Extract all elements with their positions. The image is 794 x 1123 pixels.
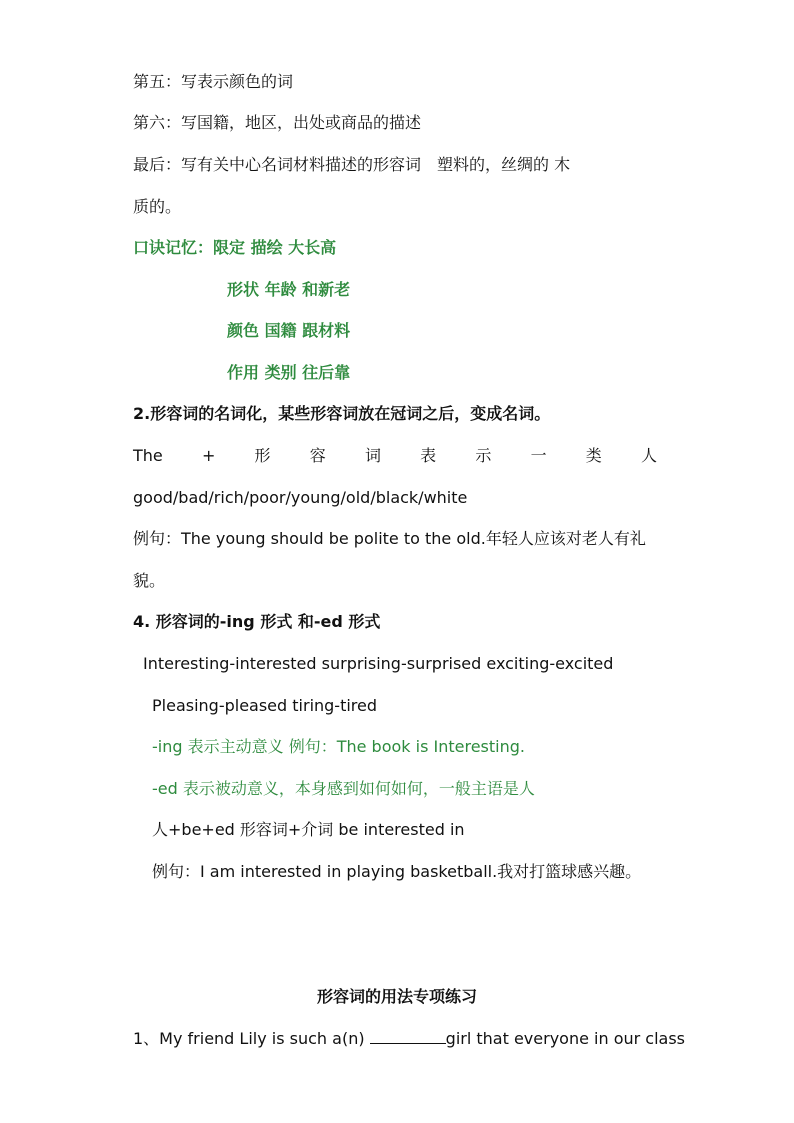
spread-word: 类 [585,446,602,465]
ed-example-sentence: 例句：I am interested in playing basketball.我对打篮球感兴趣。 [152,862,642,881]
ing-meaning-note: -ing 表示主动意义 例句：The book is Interesting. [152,737,525,756]
answer-blank [370,1029,446,1044]
section-heading-4: 4. 形容词的-ing 形式 和-ed 形式 [133,612,381,631]
spread-word: 示 [475,446,492,465]
the-plus-adjective-line [133,444,657,468]
spread-word: The [133,446,163,465]
mnemonic-line-2: 形状 年龄 和新老 [227,280,351,299]
spread-word: + [201,446,216,465]
spread-word: 容 [309,446,326,465]
spread-word: 形 [254,446,271,465]
ing-ed-pairs-1: Interesting-interested surprising-surprised exciting-excited [143,654,614,673]
rule-last: 最后：写有关中心名词材料描述的形容词 塑料的，丝绸的 木 [133,155,571,174]
question-text-before: 1、My friend Lily is such a(n) [133,1029,370,1048]
example-sentence-cont: 貌。 [133,571,166,590]
spread-word: 一 [530,446,547,465]
spread-word: 人 [640,446,657,465]
spread-word: 表 [420,446,437,465]
ed-pattern: 人+be+ed 形容词+介词 be interested in [152,820,465,839]
section-heading-2: 2.形容词的名词化，某些形容词放在冠词之后，变成名词。 [133,404,551,423]
question-text-after: girl that everyone in our class [445,1029,686,1048]
exercise-title: 形容词的用法专项练习 [316,987,477,1006]
rule-sixth: 第六：写国籍，地区，出处或商品的描述 [133,113,422,132]
spread-word: 词 [364,446,381,465]
adjective-list: good/bad/rich/poor/young/old/black/white [133,488,468,507]
ing-ed-pairs-2: Pleasing-pleased tiring-tired [152,696,378,715]
example-sentence: 例句：The young should be polite to the old.年轻人应该对老人有礼 [133,529,646,548]
exercise-question-1 [133,1027,685,1051]
rule-fifth: 第五：写表示颜色的词 [133,72,294,91]
rule-last-cont: 质的。 [133,197,182,216]
ed-meaning-note: -ed 表示被动意义，本身感到如何如何，一般主语是人 [152,779,535,798]
mnemonic-line-3: 颜色 国籍 跟材料 [227,321,351,340]
mnemonic-line-1: 口诀记忆：限定 描绘 大长高 [133,238,337,257]
mnemonic-line-4: 作用 类别 往后靠 [227,363,351,382]
